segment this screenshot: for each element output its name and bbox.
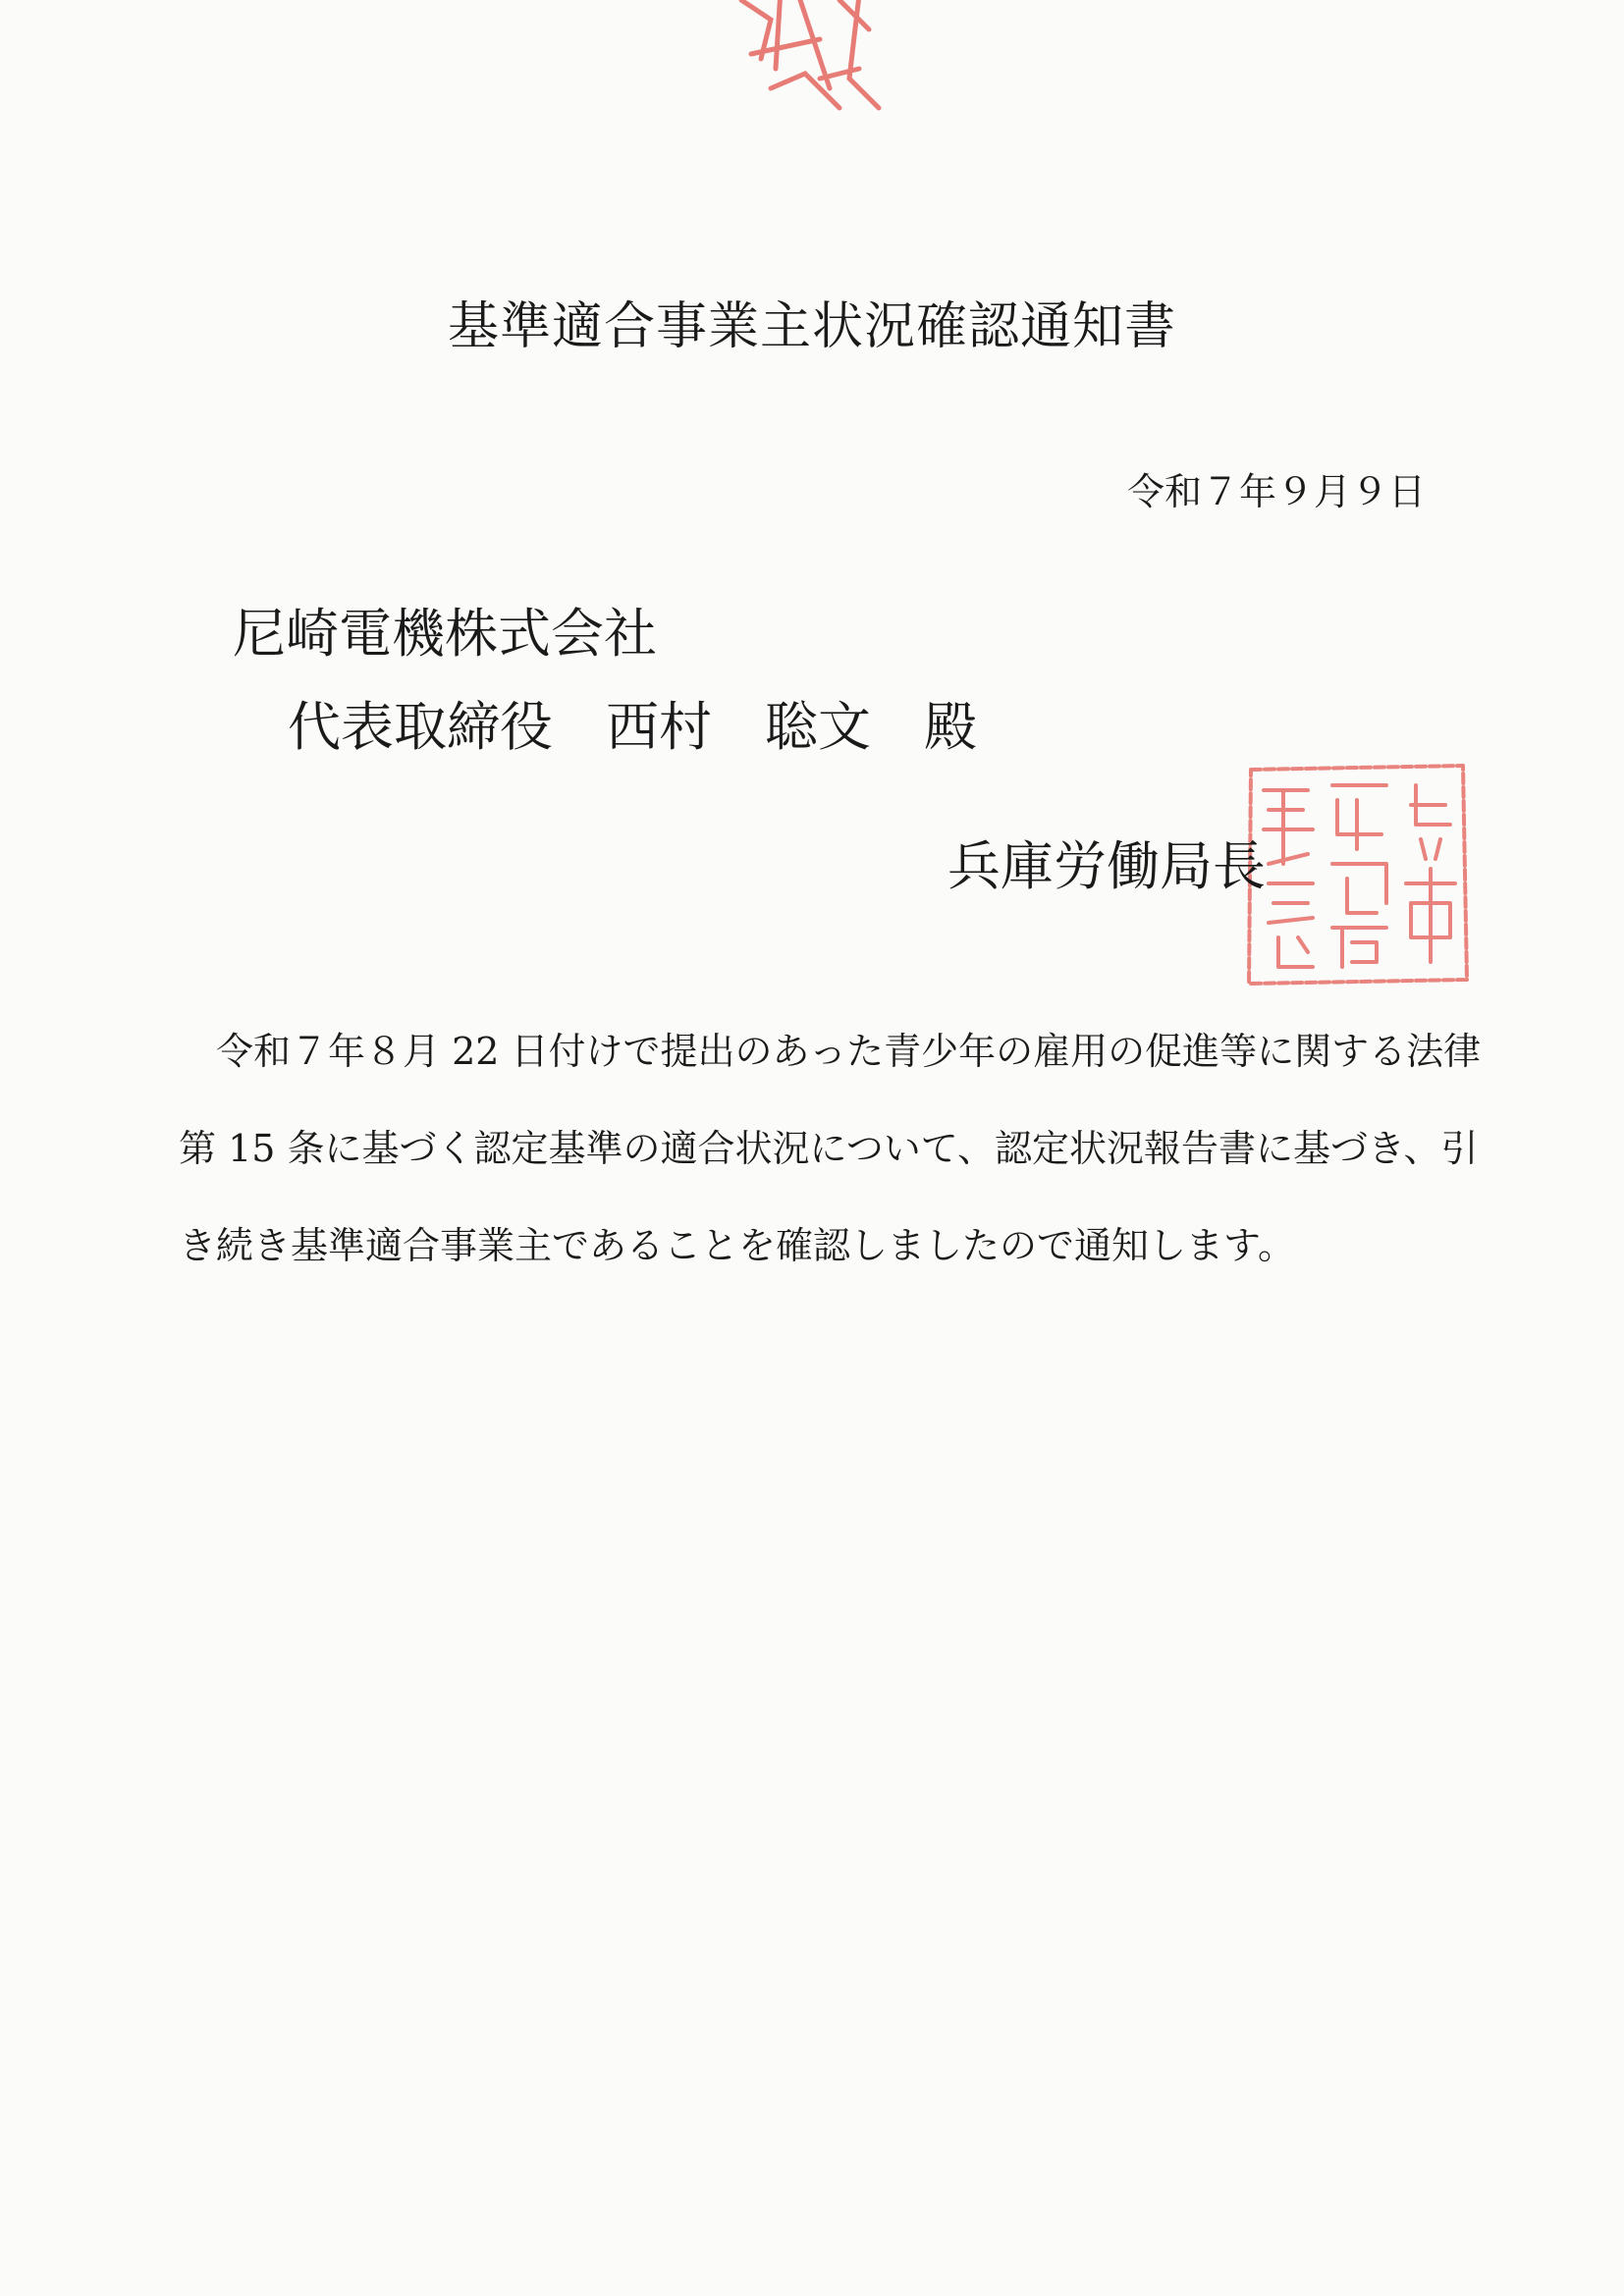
body-line: 令和７年８月 22 日付けで提出のあった青少年の雇用の促進等に関する法律	[216, 1030, 1482, 1073]
issue-date: 令和７年９月９日	[1126, 470, 1426, 513]
body-text	[179, 1003, 1482, 1295]
top-seal-icon	[712, 0, 908, 137]
body-line: き続き基準適合事業主であることを確認しましたので通知します。	[179, 1224, 1295, 1267]
recipient-company: 尼崎電機株式会社	[233, 603, 657, 665]
director-seal-icon	[1239, 756, 1475, 991]
body-line: 第 15 条に基づく認定基準の適合状況について、認定状況報告書に基づき、引	[179, 1127, 1479, 1170]
sender: 兵庫労働局長	[947, 835, 1266, 897]
recipient-person: 代表取締役 西村 聡文 殿	[288, 696, 977, 758]
document-title: 基準適合事業主状況確認通知書	[447, 297, 1176, 356]
